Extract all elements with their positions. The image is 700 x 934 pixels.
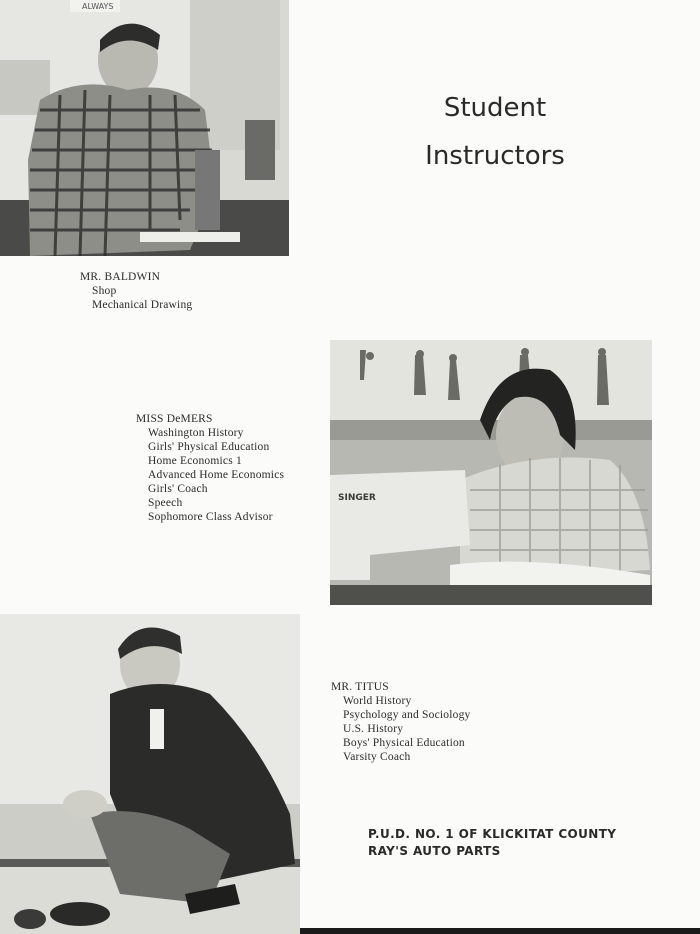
subject-item: Mechanical Drawing <box>92 299 193 311</box>
subject-item: Washington History <box>148 427 244 439</box>
subject-item: Home Economics 1 <box>148 455 242 467</box>
caption-demers <box>136 412 284 524</box>
sponsor-item: RAY'S AUTO PARTS <box>368 844 501 858</box>
photo-demers <box>330 340 652 605</box>
footer-rule <box>300 928 700 934</box>
sponsor-list <box>368 826 616 860</box>
subject-item: Girls' Physical Education <box>148 441 270 453</box>
subject-item: Boys' Physical Education <box>343 737 465 749</box>
instructor-name: MISS DeMERS <box>136 413 213 425</box>
machine-brand-text: SINGER <box>338 493 376 503</box>
sponsor-item: P.U.D. NO. 1 OF KLICKITAT COUNTY <box>368 827 617 841</box>
subject-item: Girls' Coach <box>148 483 208 495</box>
subject-item: Varsity Coach <box>343 751 411 763</box>
instructor-name: MR. BALDWIN <box>80 271 161 283</box>
subject-item: Speech <box>148 497 183 509</box>
title-line2: Instructors <box>425 141 565 171</box>
photo-titus <box>0 614 300 934</box>
title-line1: Student <box>443 93 547 123</box>
photo-baldwin <box>0 0 289 256</box>
subject-item: Advanced Home Economics <box>148 469 285 481</box>
subject-item: Psychology and Sociology <box>343 709 471 721</box>
instructor-name: MR. TITUS <box>331 681 389 693</box>
subject-item: U.S. History <box>343 723 404 735</box>
caption-baldwin <box>80 270 192 312</box>
subject-item: World History <box>343 695 412 707</box>
page-title <box>400 84 590 180</box>
banner-text: ALWAYS <box>82 2 114 11</box>
subject-item: Shop <box>92 285 117 297</box>
subject-item: Sophomore Class Advisor <box>148 511 273 523</box>
caption-titus <box>331 680 470 764</box>
